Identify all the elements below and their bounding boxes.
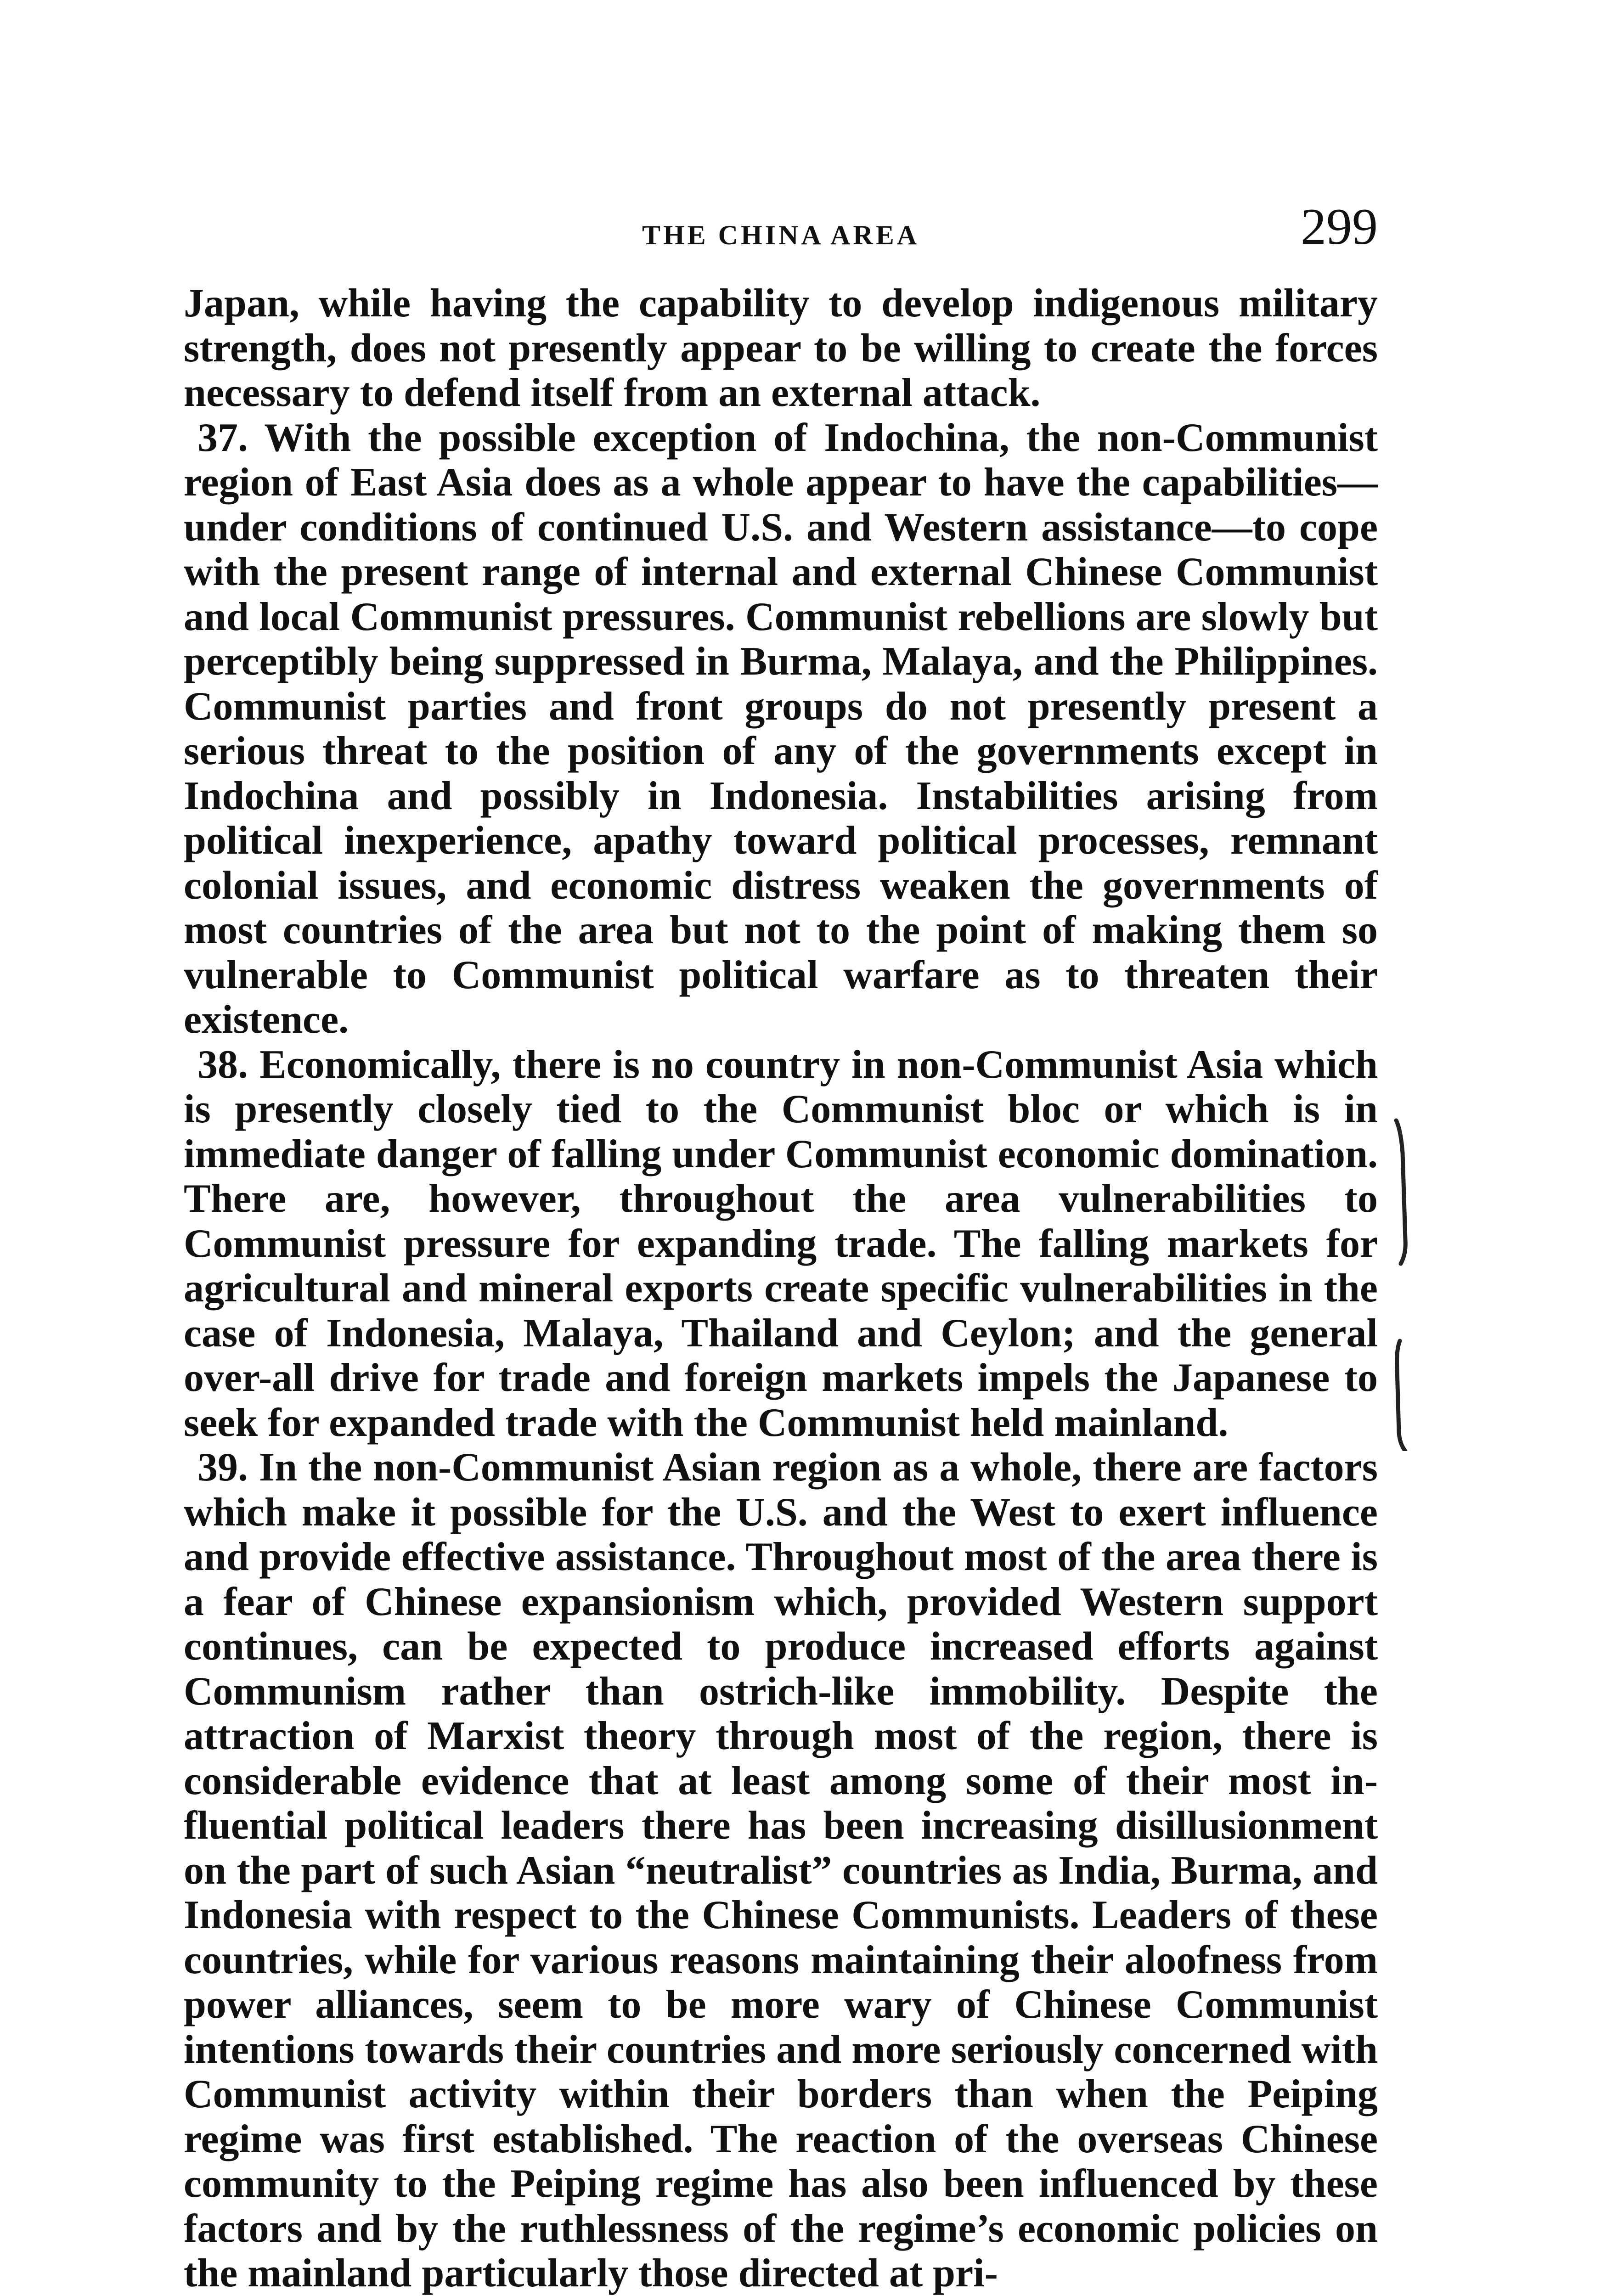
paragraph-39: 39. In the non-Communist Asian region as a whole, there are factors which make it possible for the U.S. and the West to exert influence and provide effective assistance. Throughout most of the area there is a fear of Chinese expansionism which, provided Western support continues, can be expected to produce increased efforts against Communism rather than ostrich-like immobility. Despite the attraction of Marxist theory through most of the region, there is considerable evidence that at least among some of their most influential political leaders there has been increasing disillusionment on the part of such Asian “neutralist” countries as India, Burma, and Indonesia with respect to the Chinese Communists. Leaders of these countries, while for various reasons maintaining their aloofness from power alliances, seem to be more wary of Chinese Communist intentions towards their countries and more seriously concerned with Communist activity within their borders than when the Peiping regime was first established. The reaction of the overseas Chinese community to the Peiping regime has also been influenced by these factors and by the ruthlessness of the regime’s economic policies on the mainland particularly those directed at pri- (184, 1445, 1378, 2296)
paragraph-38: 38. Economically, there is no country in non-Communist Asia which is presently closely tied to the Communist bloc or which is in immediate danger of falling under Communist economic domination. There are, however, throughout the area vulnerabilities to Communist pressure for expanding trade. The falling markets for agricultural and mineral exports create specific vulnerabilities in the case of Indonesia, Malaya, Thailand and Ceylon; and the general over-all drive for trade and foreign markets impels the Japanese to seek for expanded trade with the Communist held mainland. (184, 1042, 1378, 1445)
margin-marks (1387, 1102, 1451, 1451)
body-text (184, 281, 1378, 2296)
margin-mark-lower (1397, 1341, 1405, 1451)
paragraph-37: 37. With the possible exception of Indochina, the non-Communist region of East Asia does as a whole appear to have the capabilities—under conditions of continued U.S. and Western assistance—to cope with the present range of internal and external Chinese Communist and local Communist pressures. Communist rebellions are slowly but perceptibly being suppressed in Burma, Malaya, and the Philippines. Communist parties and front groups do not presently present a serious threat to the position of any of the governments except in Indochina and possibly in Indonesia. Instabilities arising from political inexperience, apathy toward political processes, remnant colonial issues, and economic distress weaken the governments of most countries of the area but not to the point of making them so vulnerable to Communist political warfare as to threaten their existence. (184, 415, 1378, 1042)
paragraph-continuation: Japan, while having the capability to develop indigenous military strength, does not presently appear to be willing to create the forces necessary to defend itself from an external attack. (184, 281, 1378, 415)
page-number: 299 (1301, 198, 1378, 255)
margin-mark-upper (1396, 1120, 1405, 1264)
running-head: THE CHINA AREA (642, 220, 920, 250)
page-header (184, 197, 1378, 262)
